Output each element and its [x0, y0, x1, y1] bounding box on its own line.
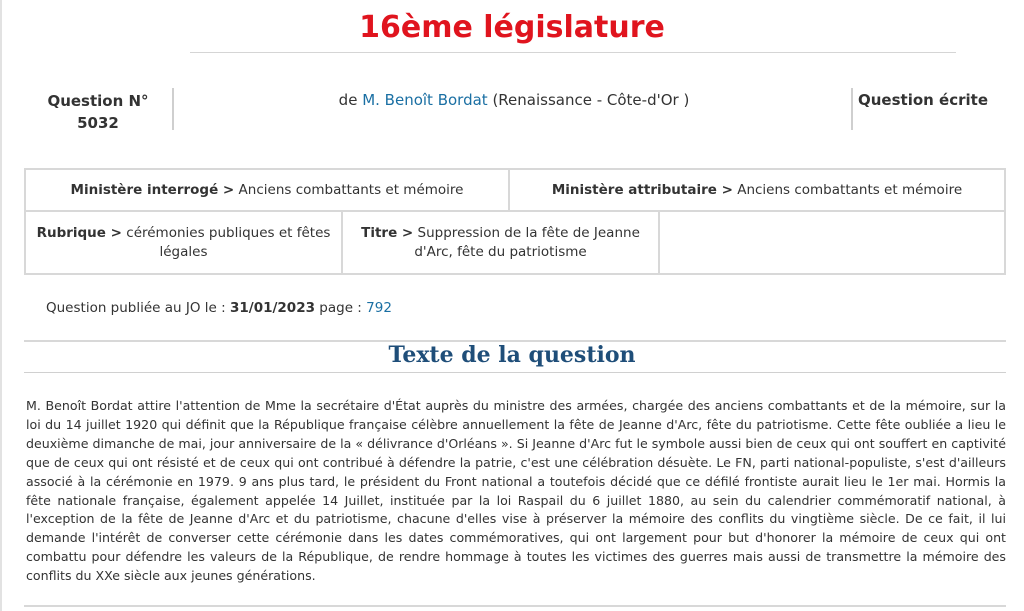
author-group: (Renaissance - Côte-d'Or )	[492, 91, 690, 109]
ministere-attributaire-value: Anciens combattants et mémoire	[737, 181, 963, 198]
title-divider	[190, 52, 956, 53]
question-number-label: Question N°	[47, 92, 149, 110]
author-line	[176, 91, 852, 109]
left-border	[0, 0, 2, 611]
titre-box	[341, 210, 660, 275]
question-number	[28, 90, 168, 134]
titre-value: Suppression de la fête de Jeanne d'Arc, fête du patriotisme	[414, 224, 640, 260]
vertical-divider-right	[851, 88, 853, 130]
section-title: Texte de la question	[388, 342, 636, 368]
question-number-value: 5032	[77, 114, 119, 132]
publication-page-label: page :	[319, 300, 362, 316]
ministere-interroge-value: Anciens combattants et mémoire	[238, 181, 464, 198]
question-text: M. Benoît Bordat attire l'attention de Mme la secrétaire d'État auprès du ministre des armées, chargée des anciens combattants et de la mémoire, sur la loi du 14 juillet 1920 qui définit que la République française célèbre annuellement la fête de Jeanne d'Arc, fête du patriotisme. Cette fête oubliée a lieu le deuxième dimanche de mai, jour anniversaire de la « délivrance d'Orléans ». Si Jeanne d'Arc fut le symbole aussi bien de ceux qui ont souffert en captivité que de ceux qui ont résisté et de ceux qui ont contribué à défendre la patrie, c'est une célébration désuète. Le FN, parti national-populiste, s'est d'ailleurs associé à la cérémonie en 1979. 9 ans plus tard, le président du Front national a toutefois décidé que ce défilé frontiste aurait lieu le 1er mai. Hormis la fête nationale française, également appelée 14 Juillet, instituée par la loi Raspail du 6 juillet 1880, au sein du calendrier commémoratif national, à l'exception de la fête de Jeanne d'Arc et du patriotisme, chacune d'elles vise à préserver la mémoire des conflits du vingtième siècle. De ce fait, il lui demande l'intérêt de converser cette cérémonie dans les dates commémoratives, qui ont largement pour but d'honorer la mémoire de ceux qui ont combattu pour défendre les valeurs de la République, de rendre hommage à toutes les victimes des guerres mais aussi de transmettre la mémoire des conflits du XXe siècle aux jeunes générations.	[26, 398, 1006, 584]
ministere-interroge-label: Ministère interrogé >	[70, 181, 235, 198]
vertical-divider-left	[172, 88, 174, 130]
publication-line	[46, 300, 392, 316]
rubrique-value: cérémonies publiques et fêtes légales	[126, 224, 331, 260]
legislature-title: 16ème législature	[359, 10, 665, 45]
author-link[interactable]: M. Benoît Bordat	[362, 91, 488, 109]
question-type: Question écrite	[858, 91, 988, 109]
rubrique-label: Rubrique >	[36, 224, 122, 241]
ministere-interroge-box	[24, 168, 510, 212]
publication-date: 31/01/2023	[229, 300, 315, 316]
empty-info-box	[658, 210, 1006, 275]
rubrique-box	[24, 210, 343, 275]
ministere-attributaire-box	[508, 168, 1006, 212]
author-prefix: de	[338, 91, 358, 109]
ministere-attributaire-label: Ministère attributaire >	[551, 181, 733, 198]
titre-label: Titre >	[361, 224, 414, 241]
bottom-rule	[24, 605, 1006, 607]
publication-page-link[interactable]: 792	[366, 300, 392, 316]
publication-prefix: Question publiée au JO le :	[46, 300, 226, 316]
section-rule-bottom	[24, 372, 1006, 373]
